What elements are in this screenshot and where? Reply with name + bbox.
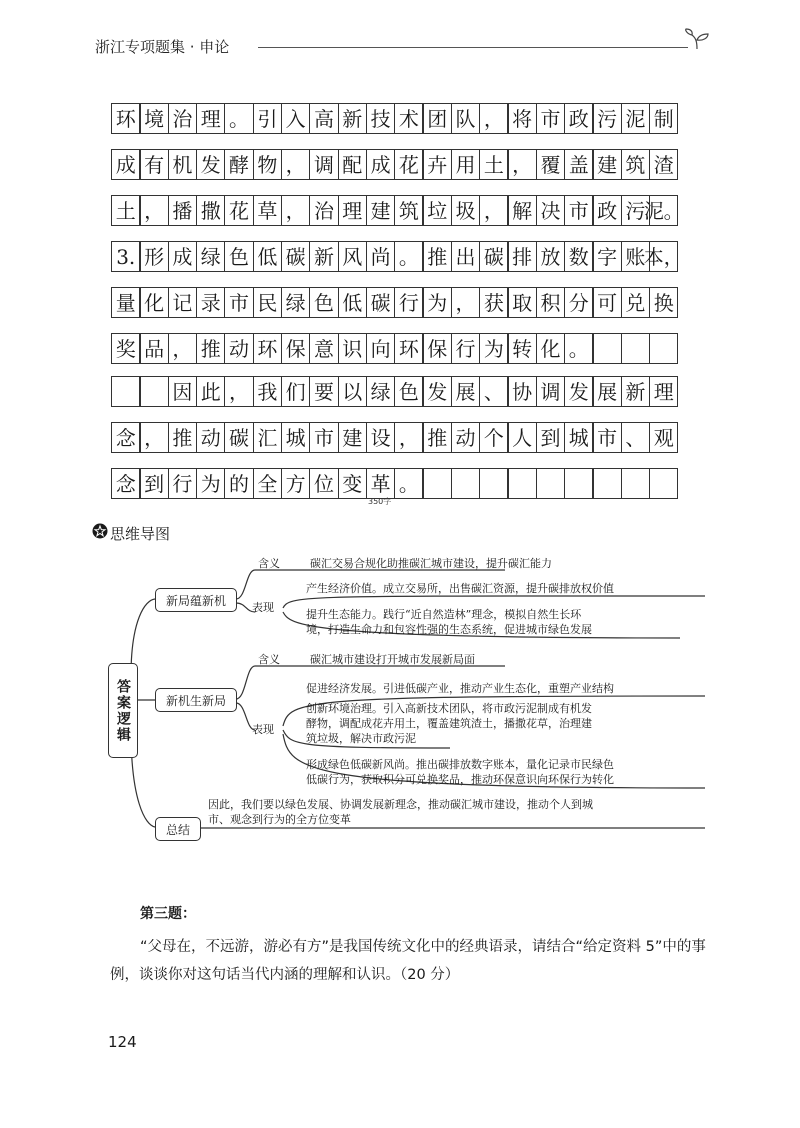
essay-cell: 色 [224, 241, 254, 272]
essay-cell: 换 [649, 287, 679, 318]
essay-cell: 垃 [422, 195, 452, 226]
essay-cell: 解 [507, 195, 537, 226]
essay-cell: 。 [564, 333, 594, 364]
branch2-perf1-line2: 创新环境治理。引入高新技术团队，将市政污泥制成有机发 [306, 702, 592, 715]
essay-cell: 3. [111, 241, 141, 272]
essay-cell: 全 [253, 468, 283, 499]
essay-cell: 市 [224, 287, 254, 318]
essay-cell: 环 [253, 333, 283, 364]
branch1-perf1: 产生经济价值。成立交易所，出售碳汇资源，提升碳排放权价值 [306, 582, 614, 595]
essay-cell: 调 [536, 376, 566, 407]
essay-cell: 动 [224, 333, 254, 364]
word-count: 350字 [368, 497, 392, 506]
essay-cell: 环 [111, 103, 141, 134]
essay-cell: 向 [366, 333, 396, 364]
essay-cell: 记 [168, 287, 198, 318]
essay-cell: 新 [338, 103, 368, 134]
essay-cell: 方 [281, 468, 311, 499]
essay-cell: 积 [536, 287, 566, 318]
essay-cell: 动 [451, 422, 481, 453]
essay-cell: 花 [394, 149, 424, 180]
essay-cell: 理 [338, 195, 368, 226]
essay-cell: 化 [139, 287, 169, 318]
essay-cell: 兑 [621, 287, 651, 318]
branch1-node: 新局蕴新机 [155, 588, 237, 612]
essay-cell: 污 [621, 195, 651, 226]
essay-cell: 量 [111, 287, 141, 318]
essay-cell: 此 [196, 376, 226, 407]
essay-cell: 有 [139, 149, 169, 180]
essay-cell: 圾 [451, 195, 481, 226]
essay-cell: 政 [564, 103, 594, 134]
branch2-meaning-label: 含义 [258, 653, 280, 666]
essay-cell: 推 [196, 333, 226, 364]
essay-cell: 化 [536, 333, 566, 364]
essay-cell: 城 [564, 422, 594, 453]
essay-cell: 技 [366, 103, 396, 134]
essay-cell: 协 [507, 376, 537, 407]
essay-cell: 低 [338, 287, 368, 318]
essay-cell: 形 [139, 241, 169, 272]
essay-cell: 决 [536, 195, 566, 226]
essay-cell: 绿 [281, 287, 311, 318]
page-number: 124 [108, 1033, 137, 1051]
essay-cell: 低 [253, 241, 283, 272]
essay-cell: 撒 [196, 195, 226, 226]
essay-cell: 数 [564, 241, 594, 272]
branch1-perf2-line1: 提升生态能力。践行“近自然造林”理念，模拟自然生长环 [306, 608, 582, 621]
essay-cell: 因 [168, 376, 198, 407]
essay-cell: 新 [309, 241, 339, 272]
essay-cell: 绿 [196, 241, 226, 272]
essay-cell: 念 [111, 468, 141, 499]
essay-cell: 碳 [479, 241, 509, 272]
essay-cell: 将 [507, 103, 537, 134]
essay-cell: 市 [592, 422, 622, 453]
branch2-perf-label: 表现 [252, 723, 274, 736]
branch2-perf2-line1: 形成绿色低碳新风尚。推出碳排放数字账本，量化记录市民绿色 [306, 758, 614, 771]
essay-cell: 个 [479, 422, 509, 453]
essay-cell: 行 [394, 287, 424, 318]
essay-cell: 污 [592, 103, 622, 134]
essay-cell: 酵 [224, 149, 254, 180]
essay-cell: 为 [479, 333, 509, 364]
branch2-perf2-line2: 低碳行为，获取积分可兑换奖品，推动环保意识向环保行为转化 [306, 773, 614, 786]
essay-cell: 物 [253, 149, 283, 180]
essay-cell: 治 [168, 103, 198, 134]
essay-cell: 土 [479, 149, 509, 180]
essay-cell: 的 [224, 468, 254, 499]
essay-cell: 取 [507, 287, 537, 318]
essay-cell: 市 [309, 422, 339, 453]
essay-cell: 筑 [621, 149, 651, 180]
essay-cell: 碳 [366, 287, 396, 318]
essay-cell: 本， [649, 241, 679, 272]
essay-cell: 可 [592, 287, 622, 318]
essay-cell: 革 [366, 468, 396, 499]
essay-cell: 行 [168, 468, 198, 499]
question-text: “父母在，不远游，游必有方”是我国传统文化中的经典语录，请结合“给定资料 5”中的事例，谈谈你对这句话当代内涵的理解和认识。（20 分） [110, 939, 706, 983]
essay-cell: ， [479, 195, 509, 226]
essay-cell: 发 [564, 376, 594, 407]
summary-line2: 市、观念到行为的全方位变革 [208, 813, 351, 826]
essay-cell: ， [451, 287, 481, 318]
essay-cell: 机 [168, 149, 198, 180]
branch1-perf-label: 表现 [252, 601, 274, 614]
essay-cell: 到 [536, 422, 566, 453]
essay-cell: 土 [111, 195, 141, 226]
essay-cell: 政 [592, 195, 622, 226]
essay-cell: 尚 [366, 241, 396, 272]
essay-cell: 制 [649, 103, 679, 134]
essay-cell: 录 [196, 287, 226, 318]
essay-cell: 为 [196, 468, 226, 499]
essay-cell: 推 [168, 422, 198, 453]
essay-cell: 建 [592, 149, 622, 180]
essay-cell: ， [139, 195, 169, 226]
question-title: 第三题： [140, 906, 196, 922]
essay-cell: 发 [196, 149, 226, 180]
essay-cell: ， [139, 422, 169, 453]
essay-cell: 分 [564, 287, 594, 318]
branch2-perf1-line1: 促进经济发展。引进低碳产业，推动产业生态化，重塑产业结构 [306, 682, 614, 695]
essay-cell: 民 [253, 287, 283, 318]
essay-cell: 、 [479, 376, 509, 407]
essay-cell: ， [394, 422, 424, 453]
essay-cell: 观 [649, 422, 679, 453]
essay-cell: 成 [111, 149, 141, 180]
branch2-meaning: 碳汇城市建设打开城市发展新局面 [310, 653, 475, 666]
essay-cell: 术 [394, 103, 424, 134]
essay-cell: 色 [394, 376, 424, 407]
essay-cell: 到 [139, 468, 169, 499]
essay-cell: 风 [338, 241, 368, 272]
essay-cell: 发 [422, 376, 452, 407]
essay-cell: 、 [621, 422, 651, 453]
essay-cell: 推 [422, 422, 452, 453]
essay-cell: 意 [309, 333, 339, 364]
essay-cell: 引 [253, 103, 283, 134]
essay-cell: 人 [507, 422, 537, 453]
essay-cell: 卉 [422, 149, 452, 180]
essay-cell: 环 [394, 333, 424, 364]
essay-cell: 覆 [536, 149, 566, 180]
essay-cell: 境 [139, 103, 169, 134]
branch2-perf1-line4: 筑垃圾，解决市政污泥 [306, 732, 416, 745]
essay-cell: 草 [253, 195, 283, 226]
essay-cell: 获 [479, 287, 509, 318]
essay-cell: 我 [253, 376, 283, 407]
essay-cell: 盖 [564, 149, 594, 180]
essay-cell: ， [168, 333, 198, 364]
essay-cell: 播 [168, 195, 198, 226]
essay-cell: 调 [309, 149, 339, 180]
essay-cell: 以 [338, 376, 368, 407]
essay-cell: 建 [366, 195, 396, 226]
essay-cell: 理 [649, 376, 679, 407]
essay-cell: 展 [592, 376, 622, 407]
essay-cell: ， [281, 149, 311, 180]
essay-cell: 高 [309, 103, 339, 134]
essay-cell: 泥。 [649, 195, 679, 226]
essay-cell: 要 [309, 376, 339, 407]
essay-cell: 用 [451, 149, 481, 180]
essay-cell: 奖 [111, 333, 141, 364]
essay-cell: 色 [309, 287, 339, 318]
essay-cell: 治 [309, 195, 339, 226]
essay-cell: 设 [366, 422, 396, 453]
essay-cell: 行 [451, 333, 481, 364]
essay-cell: 念 [111, 422, 141, 453]
essay-cell: ， [281, 195, 311, 226]
essay-cell: 绿 [366, 376, 396, 407]
essay-cell: 成 [168, 241, 198, 272]
mindmap-root: 答案逻辑 [108, 663, 138, 758]
essay-cell: 城 [281, 422, 311, 453]
essay-cell: 位 [309, 468, 339, 499]
essay-cell: 变 [338, 468, 368, 499]
essay-cell: 展 [451, 376, 481, 407]
essay-cell: 。 [394, 468, 424, 499]
mindmap-title: 思维导图 [110, 525, 171, 543]
essay-cell: 为 [422, 287, 452, 318]
essay-cell: 渣 [649, 149, 679, 180]
essay-cell: 配 [338, 149, 368, 180]
essay-cell: 保 [281, 333, 311, 364]
summary-line1: 因此，我们要以绿色发展、协调发展新理念，推动碳汇城市建设，推动个人到城 [208, 798, 593, 811]
essay-cell: ， [507, 149, 537, 180]
branch1-perf2-line2: 境，打造生命力和包容性强的生态系统，促进城市绿色发展 [306, 623, 592, 636]
essay-cell: 动 [196, 422, 226, 453]
essay-cell: 市 [536, 103, 566, 134]
essay-cell: 团 [422, 103, 452, 134]
essay-cell: 品 [139, 333, 169, 364]
essay-cell: 汇 [253, 422, 283, 453]
essay-cell: 排 [507, 241, 537, 272]
essay-cell: 泥 [621, 103, 651, 134]
essay-cell: 保 [422, 333, 452, 364]
essay-cell: 成 [366, 149, 396, 180]
running-header: 浙江专项题集 · 申论 [95, 38, 230, 56]
branch3-node: 总结 [155, 817, 201, 841]
essay-cell: 放 [536, 241, 566, 272]
essay-cell: 花 [224, 195, 254, 226]
branch2-perf1-line3: 酵物，调配成花卉用土，覆盖建筑渣土，播撒花草，治理建 [306, 717, 592, 730]
essay-cell: 们 [281, 376, 311, 407]
essay-cell: 识 [338, 333, 368, 364]
essay-cell: 队 [451, 103, 481, 134]
essay-cell: 。 [394, 241, 424, 272]
essay-cell: 出 [451, 241, 481, 272]
essay-cell: 理 [196, 103, 226, 134]
essay-cell: ， [224, 376, 254, 407]
essay-cell: ， [479, 103, 509, 134]
branch1-meaning: 碳汇交易合规化助推碳汇城市建设，提升碳汇能力 [310, 557, 552, 570]
essay-cell: 碳 [281, 241, 311, 272]
essay-cell: 字 [592, 241, 622, 272]
essay-cell: 筑 [394, 195, 424, 226]
essay-cell: 建 [338, 422, 368, 453]
essay-cell: 入 [281, 103, 311, 134]
essay-cell: 新 [621, 376, 651, 407]
essay-cell: 账 [621, 241, 651, 272]
essay-cell: 推 [422, 241, 452, 272]
essay-cell: 市 [564, 195, 594, 226]
essay-cell: 碳 [224, 422, 254, 453]
branch2-node: 新机生新局 [155, 688, 237, 712]
essay-cell: 转 [507, 333, 537, 364]
essay-cell: 。 [224, 103, 254, 134]
branch1-meaning-label: 含义 [258, 557, 280, 570]
